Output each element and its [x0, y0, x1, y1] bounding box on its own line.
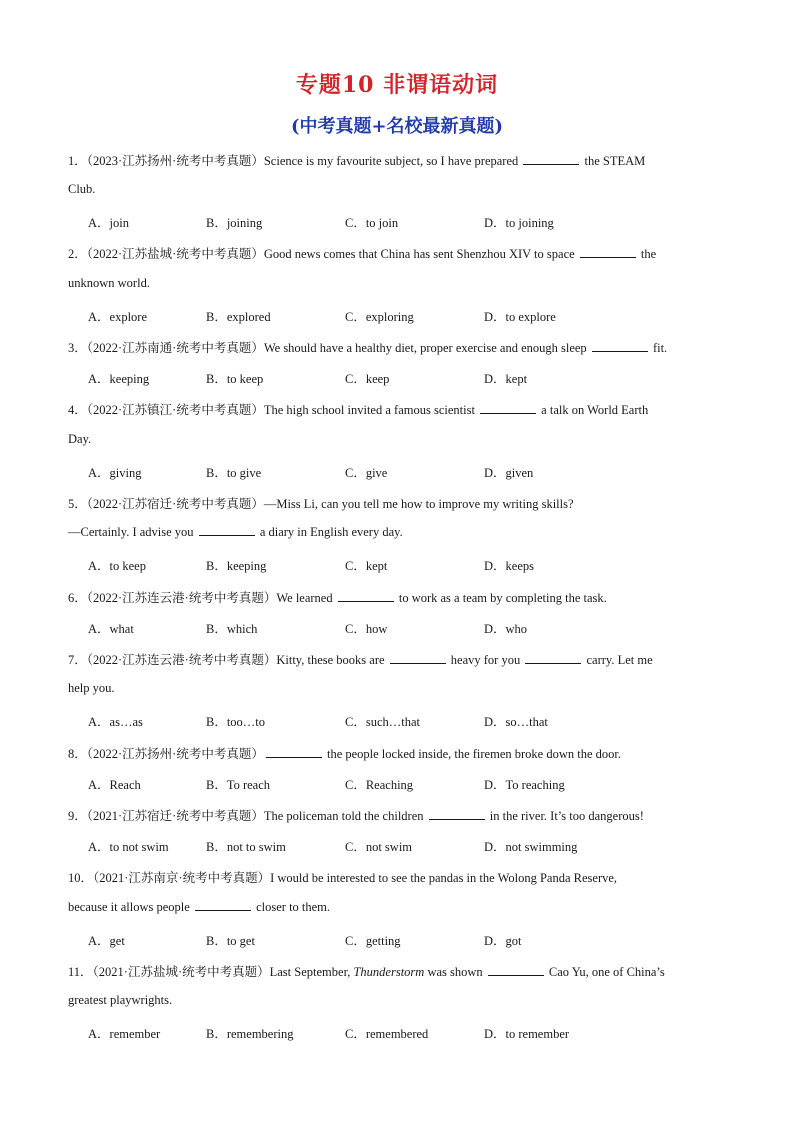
question-5: 5．（2022·江苏宿迁·统考中考真题）—Miss Li, can you tell me how to improve my writing skills? [68, 497, 574, 511]
question-number: 11． [68, 965, 93, 979]
answer-blank [580, 247, 636, 258]
option-b[interactable]: B．which [206, 622, 258, 636]
question-6-options [88, 619, 728, 637]
option-b[interactable]: B．explored [206, 310, 271, 324]
answer-blank [390, 653, 446, 664]
answer-blank [488, 965, 544, 976]
option-c[interactable]: C．exploring [345, 310, 414, 324]
question-9-options [88, 837, 728, 855]
question-number: 10． [68, 871, 94, 885]
question-1-line2: Club. [68, 182, 96, 196]
question-source: （2022·江苏扬州·统考中考真题） [86, 747, 264, 761]
answer-blank [199, 525, 255, 536]
option-b[interactable]: B．to get [206, 934, 255, 948]
question-number: 8． [68, 747, 87, 761]
question-8-options [88, 775, 728, 793]
question-1: 1．（2023·江苏扬州·统考中考真题）Science is my favourite subject, so I have prepared the STEAM [68, 154, 646, 168]
option-a[interactable]: A．join [88, 216, 129, 230]
question-source: （2022·江苏南通·统考中考真题） [86, 341, 264, 355]
option-d[interactable]: D．who [484, 622, 528, 636]
option-d[interactable]: D．To reaching [484, 778, 565, 792]
question-source: （2022·江苏宿迁·统考中考真题） [86, 497, 264, 511]
option-a[interactable]: A．to keep [88, 559, 146, 573]
question-source: （2023·江苏扬州·统考中考真题） [86, 154, 264, 168]
option-a[interactable]: A．as…as [88, 715, 143, 729]
option-a[interactable]: A．explore [88, 310, 148, 324]
question-7-options [88, 712, 728, 730]
option-d[interactable]: D．kept [484, 372, 528, 386]
question-number: 9． [68, 809, 87, 823]
question-source: （2021·江苏宿迁·统考中考真题） [86, 809, 264, 823]
answer-blank [266, 747, 322, 758]
option-a[interactable]: A．keeping [88, 372, 150, 386]
option-d[interactable]: D．so…that [484, 715, 548, 729]
option-b[interactable]: B．To reach [206, 778, 271, 792]
option-c[interactable]: C．give [345, 466, 388, 480]
option-b[interactable]: B．remembering [206, 1027, 294, 1041]
question-7: 7．（2022·江苏连云港·统考中考真题）Kitty, these books are heavy for you carry. Let me [68, 653, 653, 667]
option-c[interactable]: C．how [345, 622, 388, 636]
question-3-options [88, 369, 728, 387]
option-c[interactable]: C．to join [345, 216, 399, 230]
option-d[interactable]: D．given [484, 466, 534, 480]
answer-blank [195, 900, 251, 911]
question-10-line2: because it allows people closer to them. [68, 900, 331, 914]
question-number: 4． [68, 403, 87, 417]
question-4: 4．（2022·江苏镇江·统考中考真题）The high school invited a famous scientist a talk on World Earth [68, 403, 649, 417]
question-source: （2021·江苏盐城·统考中考真题） [92, 965, 270, 979]
question-source: （2022·江苏连云港·统考中考真题） [86, 591, 277, 605]
option-c[interactable]: C．keep [345, 372, 390, 386]
option-c[interactable]: C．kept [345, 559, 388, 573]
option-d[interactable]: D．to explore [484, 310, 556, 324]
option-a[interactable]: A．what [88, 622, 134, 636]
question-11-options [88, 1024, 728, 1042]
question-10-options [88, 931, 728, 949]
option-d[interactable]: D．keeps [484, 559, 534, 573]
option-b[interactable]: B．too…to [206, 715, 266, 729]
option-a[interactable]: A．remember [88, 1027, 161, 1041]
answer-blank [429, 809, 485, 820]
option-b[interactable]: B．not to swim [206, 840, 286, 854]
option-d[interactable]: D．got [484, 934, 522, 948]
question-number: 7． [68, 653, 87, 667]
question-11-line2: greatest playwrights. [68, 993, 173, 1007]
question-number: 3． [68, 341, 87, 355]
question-number: 6． [68, 591, 87, 605]
option-a[interactable]: A．giving [88, 466, 142, 480]
option-a[interactable]: A．Reach [88, 778, 141, 792]
option-d[interactable]: D．to remember [484, 1027, 570, 1041]
option-b[interactable]: B．keeping [206, 559, 267, 573]
question-10: 10．（2021·江苏南京·统考中考真题）I would be interested to see the pandas in the Wolong Panda Reserve, [68, 871, 618, 885]
option-d[interactable]: D．to joining [484, 216, 554, 230]
page-subtitle: (中考真题+名校最新真题) [290, 116, 504, 137]
question-source: （2022·江苏连云港·统考中考真题） [86, 653, 277, 667]
answer-blank [338, 591, 394, 602]
option-c[interactable]: C．such…that [345, 715, 420, 729]
question-source: （2022·江苏镇江·统考中考真题） [86, 403, 264, 417]
question-2: 2．（2022·江苏盐城·统考中考真题）Good news comes that China has sent Shenzhou XIV to space the [68, 247, 657, 261]
question-2-line2: unknown world. [68, 276, 150, 290]
question-4-line2: Day. [68, 432, 92, 446]
question-number: 1． [68, 154, 87, 168]
question-7-line2: help you. [68, 681, 115, 695]
question-5-line2: —Certainly. I advise you a diary in English every day. [68, 525, 403, 539]
question-number: 5． [68, 497, 87, 511]
option-a[interactable]: A．get [88, 934, 125, 948]
question-2-options [88, 307, 728, 325]
question-9: 9．（2021·江苏宿迁·统考中考真题）The policeman told the children in the river. It’s too dangerous! [68, 809, 644, 823]
question-source: （2021·江苏南京·统考中考真题） [93, 871, 271, 885]
question-3: 3．（2022·江苏南通·统考中考真题）We should have a healthy diet, proper exercise and enough sleep fit. [68, 341, 668, 355]
question-1-options [88, 213, 728, 231]
option-b[interactable]: B．to keep [206, 372, 264, 386]
option-c[interactable]: C．getting [345, 934, 401, 948]
answer-blank [525, 653, 581, 664]
option-d[interactable]: D．not swimming [484, 840, 578, 854]
option-c[interactable]: C．Reaching [345, 778, 414, 792]
question-6: 6．（2022·江苏连云港·统考中考真题）We learned to work as a team by completing the task. [68, 591, 607, 605]
option-c[interactable]: C．remembered [345, 1027, 429, 1041]
question-4-options [88, 463, 728, 481]
play-title: Thunderstorm [353, 965, 425, 979]
option-a[interactable]: A．to not swim [88, 840, 169, 854]
question-number: 2． [68, 247, 87, 261]
page-title: 专题10 非谓语动词 [295, 72, 499, 98]
option-c[interactable]: C．not swim [345, 840, 413, 854]
answer-blank [523, 154, 579, 165]
option-b[interactable]: B．joining [206, 216, 263, 230]
question-source: （2022·江苏盐城·统考中考真题） [86, 247, 264, 261]
answer-blank [592, 341, 648, 352]
answer-blank [480, 403, 536, 414]
option-b[interactable]: B．to give [206, 466, 262, 480]
question-8: 8．（2022·江苏扬州·统考中考真题） the people locked inside, the firemen broke down the door. [68, 747, 621, 761]
question-5-options [88, 556, 728, 574]
question-11: 11．（2021·江苏盐城·统考中考真题）Last September, Thunderstorm was shown Cao Yu, one of China’s [68, 965, 665, 979]
